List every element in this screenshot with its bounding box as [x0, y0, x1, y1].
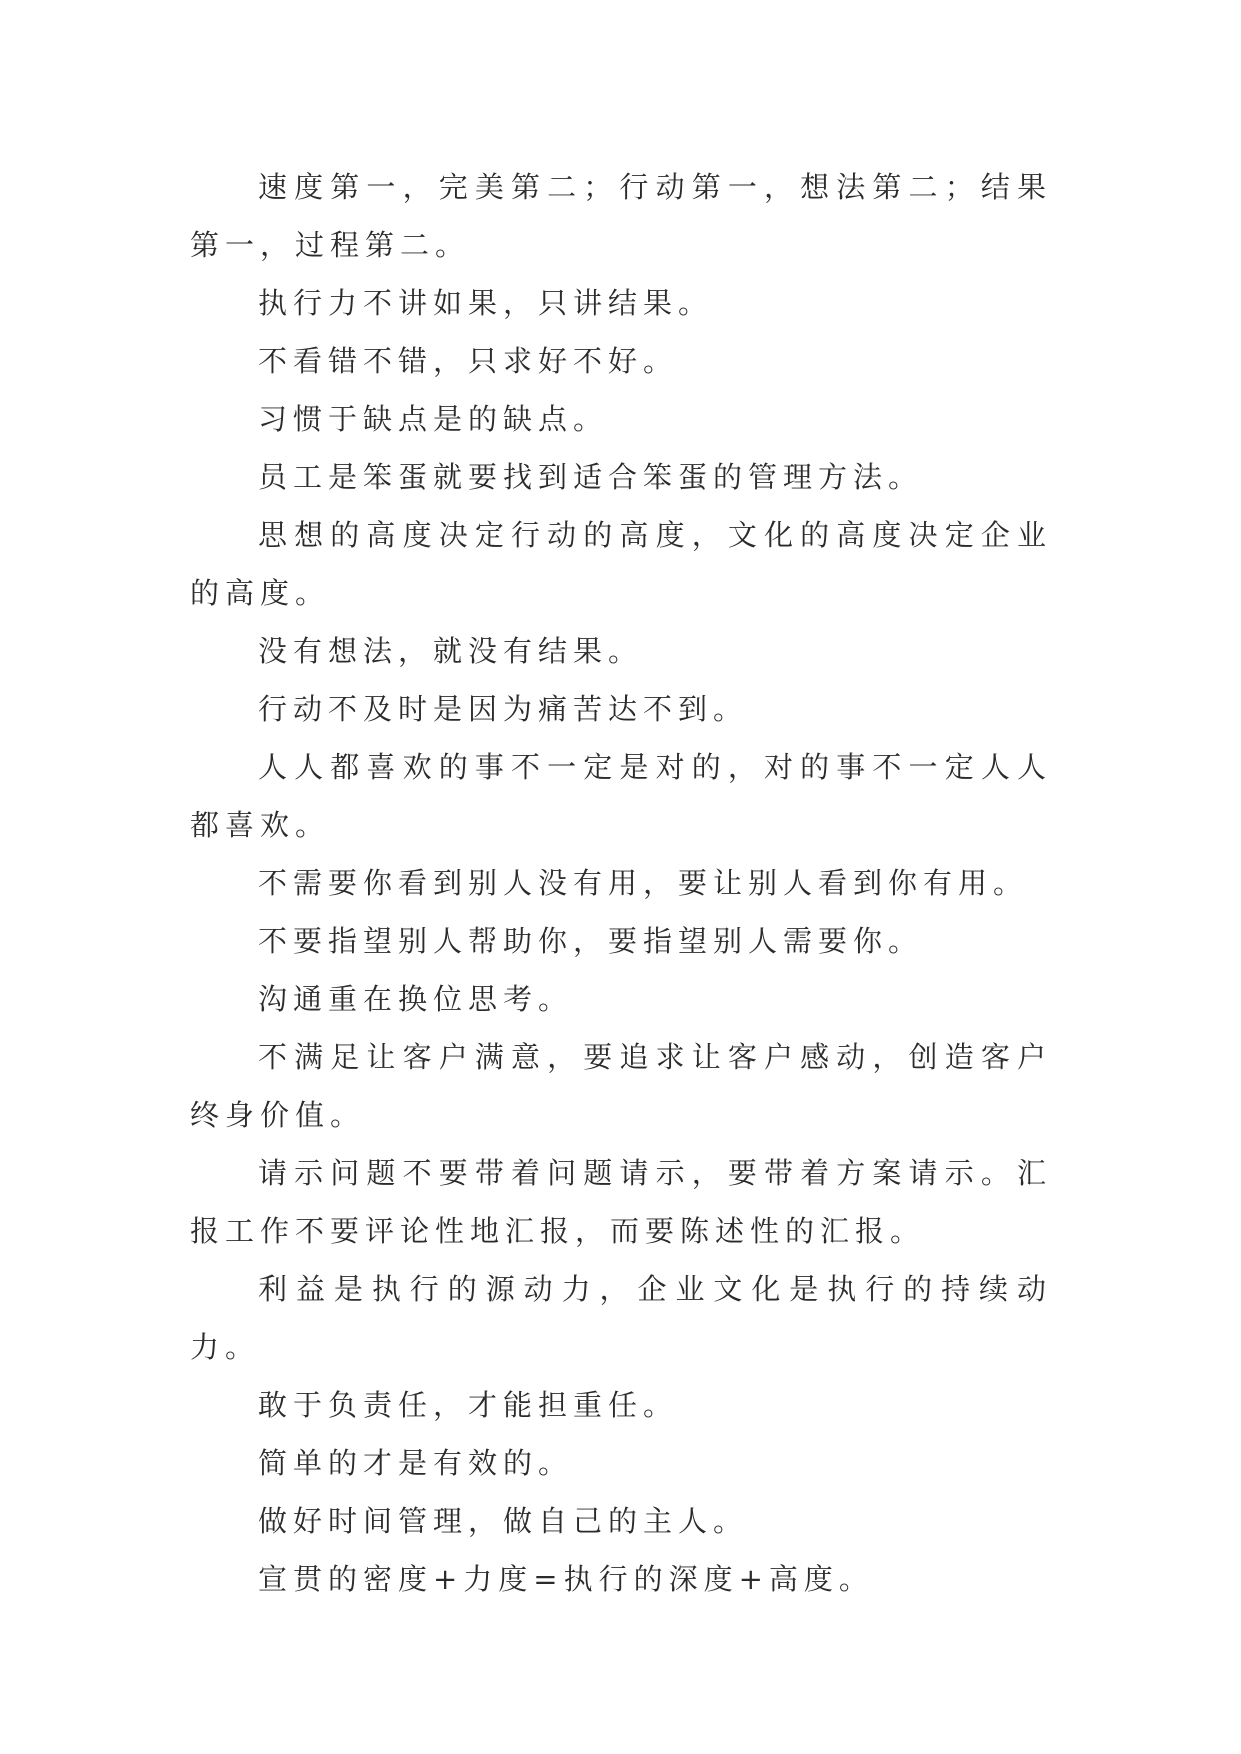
paragraph: 习惯于缺点是的缺点。: [258, 402, 609, 436]
document-page: [190, 158, 1052, 1608]
paragraph: 不需要你看到别人没有用，要让别人看到你有用。: [258, 866, 1029, 900]
paragraph: 行动不及时是因为痛苦达不到。: [258, 692, 749, 726]
paragraph: 员工是笨蛋就要找到适合笨蛋的管理方法。: [258, 460, 924, 494]
paragraph: 宣贯的密度+力度=执行的深度+高度。: [258, 1562, 874, 1596]
paragraph: 没有想法，就没有结果。: [258, 634, 644, 668]
paragraph: 请示问题不要带着问题请示，要带着方案请示。汇报工作不要评论性地汇报，而要陈述性的汇报。: [190, 1156, 1052, 1248]
paragraph: 做好时间管理，做自己的主人。: [258, 1504, 749, 1538]
paragraph: 不看错不错，只求好不好。: [258, 344, 679, 378]
paragraph: 思想的高度决定行动的高度，文化的高度决定企业的高度。: [190, 518, 1052, 610]
paragraph: 不要指望别人帮助你，要指望别人需要你。: [258, 924, 924, 958]
paragraph: 不满足让客户满意，要追求让客户感动，创造客户终身价值。: [190, 1040, 1052, 1132]
paragraph: 沟通重在换位思考。: [258, 982, 574, 1016]
paragraph: 执行力不讲如果，只讲结果。: [258, 286, 714, 320]
paragraph: 敢于负责任，才能担重任。: [258, 1388, 679, 1422]
paragraph: 利益是执行的源动力，企业文化是执行的持续动力。: [190, 1272, 1052, 1364]
paragraph: 人人都喜欢的事不一定是对的，对的事不一定人人都喜欢。: [190, 750, 1052, 842]
paragraph: 简单的才是有效的。: [258, 1446, 574, 1480]
paragraph: 速度第一，完美第二；行动第一，想法第二；结果第一，过程第二。: [190, 170, 1052, 262]
